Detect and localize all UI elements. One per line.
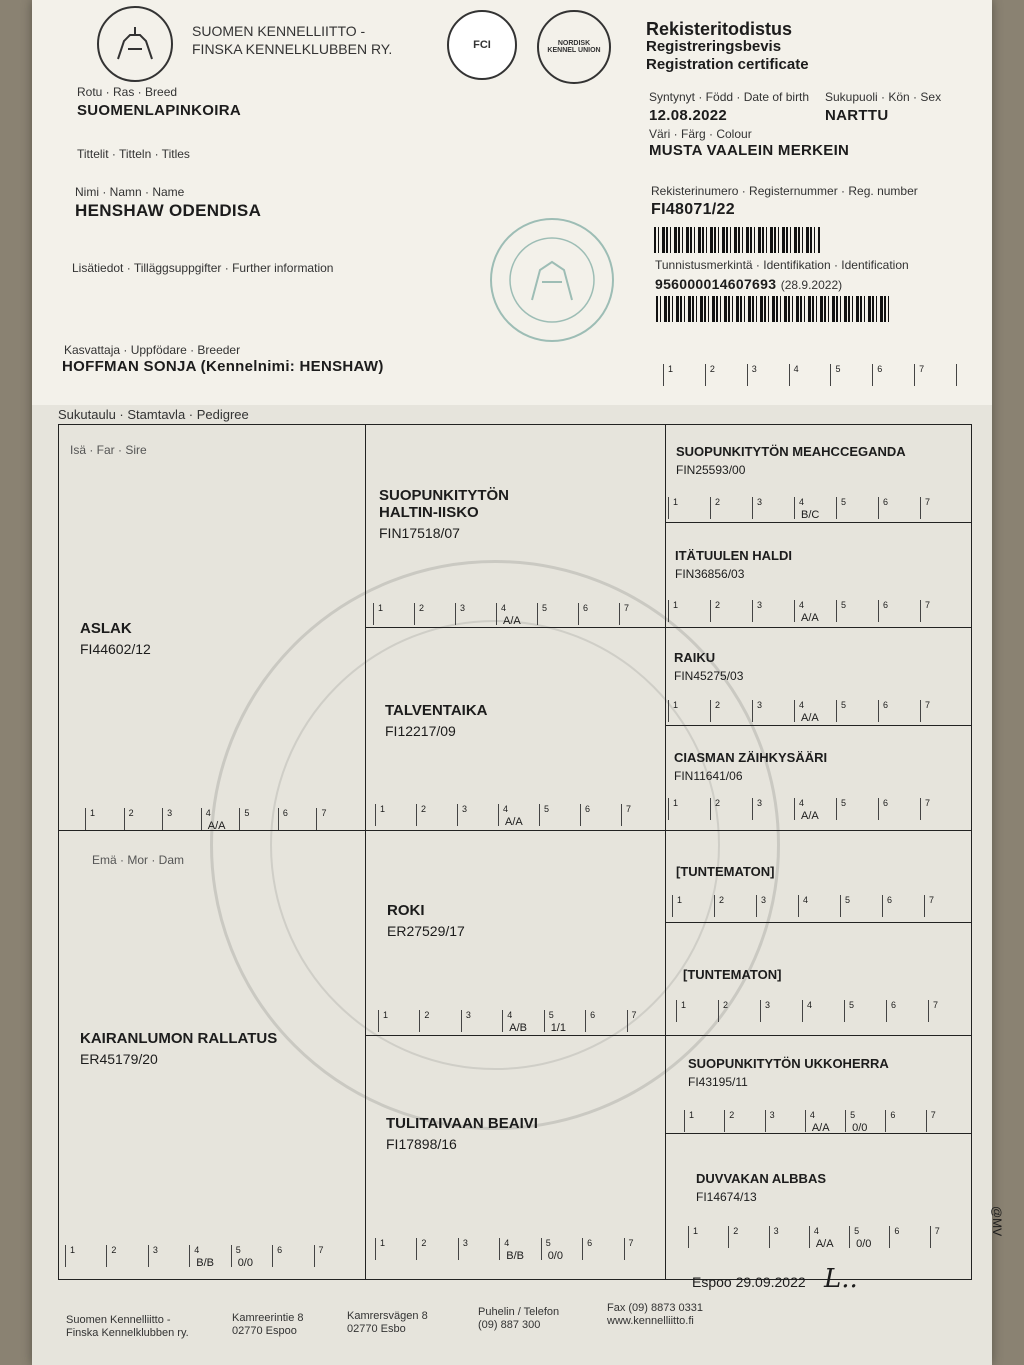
row-div-ggp1 [665, 522, 972, 523]
ggp8-reg: FI14674/13 [696, 1190, 757, 1204]
gp4-cell [386, 1115, 538, 1152]
id-block [655, 276, 842, 294]
gp2-health-scale: 1 2 3 4 A/A 5 6 7 [375, 804, 662, 826]
signature-date: Espoo 29.09.2022 [692, 1274, 806, 1290]
id-date: (28.9.2022) [780, 278, 843, 292]
footer-fax-number: Fax (09) 8873 0331 [607, 1302, 704, 1314]
dog-health-scale: 1 2 3 4 5 6 7 [663, 364, 957, 386]
ggp2-cell [675, 548, 792, 581]
breeder-value: HOFFMAN SONJA (Kennelnimi: HENSHAW) [62, 358, 384, 375]
ggp6-health-scale: 1 2 3 4 5 6 7 [676, 1000, 970, 1022]
gp3-health-scale: 1 2 3 4 A/B 5 1/1 6 7 [378, 1010, 668, 1032]
ggp2-name: ITÄTUULEN HALDI [675, 548, 792, 563]
id-label: Tunnistusmerkintä · Identifikation · Identification [655, 258, 909, 272]
ggp7-reg: FI43195/11 [688, 1075, 748, 1089]
ggp3-cell [674, 650, 743, 683]
footer-addr-fi-street: Kamreerintie 8 [232, 1312, 304, 1324]
gp4-name: TULITAIVAAN BEAIVI [386, 1115, 538, 1132]
nku-logo [537, 10, 611, 84]
kennel-club-logo [97, 6, 173, 82]
gp4-health-scale: 1 2 3 4 B/B 5 0/0 6 7 [375, 1238, 665, 1260]
fci-label: FCI [473, 39, 491, 51]
id-value: 956000014607693 [655, 276, 777, 292]
ggp1-name: SUOPUNKITYTÖN MEAHCCEGANDA [676, 444, 906, 459]
dam-cell [80, 1030, 277, 1067]
ggp7-health-scale: 1 2 3 4 A/A 5 0/0 6 7 [684, 1110, 966, 1132]
org-name-line1: SUOMEN KENNELLIITTO - [192, 23, 366, 39]
gp1-name-line2: HALTIN-IISKO [379, 504, 479, 521]
ggp3-name: RAIKU [674, 650, 716, 665]
breed-value: SUOMENLAPINKOIRA [77, 102, 241, 119]
gp3-name: ROKI [387, 902, 425, 919]
cert-title-block [646, 20, 809, 74]
footer-phone-number: (09) 887 300 [478, 1319, 541, 1331]
sex-value: NARTTU [825, 107, 889, 124]
sire-cell [80, 620, 151, 657]
ggp4-reg: FIN11641/06 [674, 769, 743, 783]
cert-title-en: Registration certificate [646, 56, 809, 73]
footer-fax [607, 1302, 703, 1328]
ggp2-reg: FIN36856/03 [675, 567, 745, 581]
col-divider-2 [665, 424, 666, 1280]
footer-phone-label: Puhelin / Telefon [478, 1306, 560, 1318]
sire-health-scale: 1 2 3 4 A/A 5 6 7 [85, 808, 355, 830]
footer-addr-sv-street: Kamrersvägen 8 [347, 1310, 428, 1322]
footer-addr-fi-city: 02770 Espoo [232, 1325, 297, 1337]
sex-label: Sukupuoli · Kön · Sex [825, 90, 942, 104]
cert-title-sv: Registreringsbevis [646, 38, 782, 55]
ggp3-reg: FIN45275/03 [674, 669, 744, 683]
ggp1-reg: FIN25593/00 [676, 463, 746, 477]
dam-health-scale: 1 2 3 4 B/B 5 0/0 6 7 [65, 1245, 355, 1267]
gp2-cell [385, 702, 488, 739]
ggp1-cell [676, 444, 906, 477]
ggp8-health-scale: 1 2 3 4 A/A 5 0/0 6 7 [688, 1226, 970, 1248]
ggp6-name: [TUNTEMATON] [683, 967, 782, 982]
gp1-reg: FIN17518/07 [379, 525, 460, 541]
embossed-stamp [490, 218, 614, 342]
titles-label: Tittelit · Titteln · Titles [77, 147, 190, 161]
sire-label: Isä · Far · Sire [70, 443, 147, 457]
footer-org-line2: Finska Kennelklubben ry. [66, 1327, 189, 1339]
dob-label: Syntynyt · Född · Date of birth [649, 90, 810, 104]
ggp7-cell [688, 1056, 889, 1089]
dob-value: 12.08.2022 [649, 107, 728, 124]
row-div-sire [365, 627, 972, 628]
id-barcode [656, 296, 890, 322]
gp2-reg: FI12217/09 [385, 723, 456, 739]
dam-label: Emä · Mor · Dam [92, 853, 185, 867]
gp3-cell [387, 902, 465, 939]
footer-website[interactable]: www.kennelliitto.fi [607, 1315, 694, 1327]
reg-value: FI48071/22 [651, 201, 735, 218]
colour-value: MUSTA VAALEIN MERKEIN [649, 142, 850, 159]
fci-logo [447, 10, 517, 80]
breeder-label: Kasvattaja · Uppfödare · Breeder [64, 343, 241, 357]
reg-barcode [654, 227, 820, 253]
row-div-ggp5 [665, 922, 972, 923]
name-label: Nimi · Namn · Name [75, 185, 185, 199]
dam-reg: ER45179/20 [80, 1051, 158, 1067]
ggp7-name: SUOPUNKITYTÖN UKKOHERRA [688, 1056, 889, 1071]
footer-addr-fi [232, 1312, 304, 1338]
gp2-name: TALVENTAIKA [385, 702, 488, 719]
gp1-name-line1: SUOPUNKITYTÖN [379, 487, 510, 504]
footer-org [66, 1314, 189, 1340]
ggp8-name: DUVVAKAN ALBBAS [696, 1171, 826, 1186]
ggp5-name: [TUNTEMATON] [676, 864, 775, 879]
ggp1-health-scale: 1 2 3 4 B/C 5 6 7 [668, 497, 962, 519]
ggp8-cell [696, 1171, 826, 1204]
dam-name: KAIRANLUMON RALLATUS [80, 1030, 278, 1047]
org-name-line2: FINSKA KENNELKLUBBEN RY. [192, 41, 393, 57]
ggp5-cell [676, 864, 774, 879]
col-divider-1 [365, 424, 366, 1280]
ggp4-name: CIASMAN ZÄIHKYSÄÄRI [674, 750, 828, 765]
cert-title: Rekisteritodistus [646, 19, 793, 39]
ggp4-cell [674, 750, 827, 783]
gp3-reg: ER27529/17 [387, 923, 465, 939]
reg-label: Rekisterinumero · Registernummer · Reg. number [651, 184, 918, 198]
footer-addr-sv-city: 02770 Esbo [347, 1323, 406, 1335]
footer-phone [478, 1306, 559, 1332]
gp4-reg: FI17898/16 [386, 1136, 457, 1152]
pedigree-label: Sukutaulu · Stamtavla · Pedigree [58, 407, 249, 422]
ggp3-health-scale: 1 2 3 4 A/A 5 6 7 [668, 700, 962, 722]
sire-reg: FI44602/12 [80, 641, 151, 657]
ggp2-health-scale: 1 2 3 4 A/A 5 6 7 [668, 600, 962, 622]
signature-mark: L.. [824, 1264, 858, 1294]
gp1-health-scale: 1 2 3 4 A/A 5 6 7 [373, 603, 660, 625]
org-name [192, 22, 392, 58]
row-div-dam [365, 1035, 972, 1036]
further-info-label: Lisätiedot · Tilläggsuppgifter · Further information [72, 261, 334, 275]
footer-addr-sv [347, 1310, 428, 1336]
footer-org-line1: Suomen Kennelliitto - [66, 1314, 171, 1326]
gp1-cell [379, 487, 509, 541]
side-mark: @MV [990, 1206, 1004, 1237]
breed-label: Rotu · Ras · Breed [77, 85, 178, 99]
dog-name: HENSHAW ODENDISA [75, 201, 262, 220]
row-div-ggp3 [665, 725, 972, 726]
nku-label: NORDISK KENNEL UNION [547, 40, 601, 54]
sire-name: ASLAK [80, 620, 132, 637]
colour-label: Väri · Färg · Colour [649, 127, 752, 141]
ggp6-cell [683, 967, 781, 982]
sire-dam-divider [58, 830, 972, 831]
ggp5-health-scale: 1 2 3 4 5 6 7 [672, 895, 966, 917]
ggp4-health-scale: 1 2 3 4 A/A 5 6 7 [668, 798, 962, 820]
